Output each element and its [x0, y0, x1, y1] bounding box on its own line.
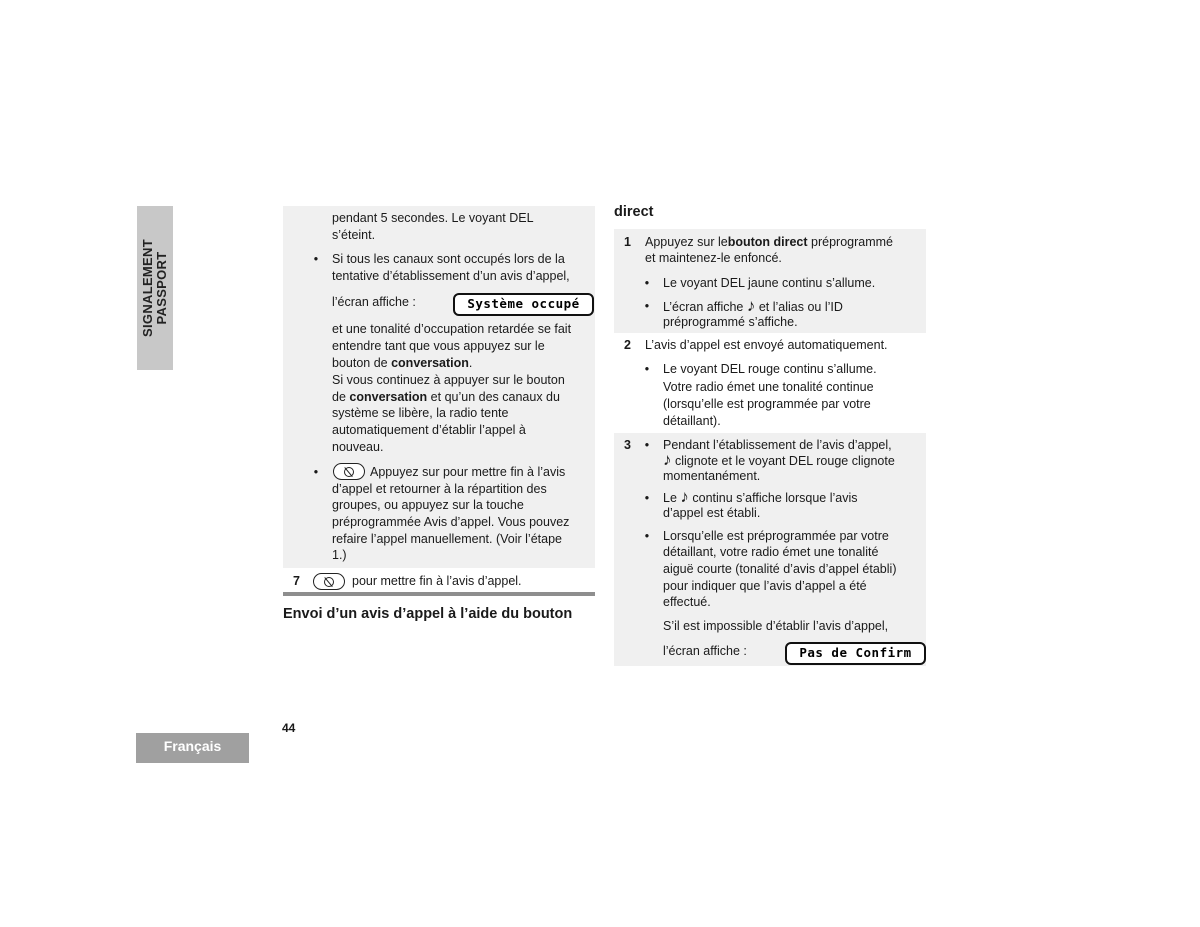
intro-line-2: s’éteint. [332, 228, 376, 242]
b1-after-tail: . [468, 356, 473, 370]
s3-b3-line-5: effectué. [663, 595, 711, 609]
b1-after-1: et une tonalité d’occupation retardée se fait [332, 322, 572, 336]
b2-line-2: d’appel et retourner à la répartition des [332, 482, 547, 496]
b1-p2-line-2 [332, 389, 560, 406]
bullet-dot: • [313, 465, 319, 479]
b1-p2-pre: de [332, 390, 350, 404]
b1-after-2: entendre tant que vous appuyez sur le [332, 339, 545, 353]
b2-line-6: 1.) [332, 548, 347, 562]
bullet-dot: • [644, 438, 650, 452]
b1-after-3-text: bouton de [332, 356, 392, 370]
s2-bullet-line-4: détaillant). [663, 414, 721, 428]
lcd-systeme-occupe: Système occupé [453, 293, 594, 316]
s3-b1-l2-text: clignote et le voyant DEL rouge clignote [671, 454, 895, 468]
b1-line-2: tentative d’établissement d’un avis d’appel, [332, 269, 570, 283]
s3-b3-line-3: aiguë courte (tonalité d’avis d’appel établi) [663, 562, 897, 576]
side-tab-text [141, 239, 169, 337]
s3-b3-line-1: Lorsqu’elle est préprogrammée par votre [663, 529, 889, 543]
b1-p2-line-3: système se libère, la radio tente [332, 406, 509, 420]
b2-line-1: Appuyez sur pour mettre fin à l’avis [370, 465, 566, 479]
s1-bullet-2-line-2: préprogrammé s’affiche. [663, 315, 798, 329]
s1-pre: Appuyez sur le [645, 235, 728, 249]
s3-b2-post: continu s’affiche lorsque l’avis [688, 491, 858, 505]
b1-line-1: Si tous les canaux sont occupés lors de la [332, 252, 565, 266]
b1-p2-line-1: Si vous continuez à appuyer sur le bouton [332, 373, 565, 387]
end-call-button-icon [333, 463, 365, 480]
s3-fail-line: S’il est impossible d’établir l’avis d’appel, [663, 619, 889, 633]
s1-bold: bouton direct [727, 235, 808, 249]
s2-bullet-line-3: (lorsqu’elle est programmée par votre [663, 397, 871, 411]
b1-p2-line-4: automatiquement d’établir l’appel à [332, 423, 526, 437]
bullet-dot: • [644, 362, 650, 376]
s3-b3-line-4: pour indiquer que l’avis d’appel a été [663, 579, 867, 593]
section-divider [283, 592, 595, 596]
s1-bullet-1: Le voyant DEL jaune continu s’allume. [663, 276, 876, 290]
s3-b1-line-2 [663, 452, 895, 470]
bullet-dot: • [644, 529, 650, 543]
end-call-button-icon [313, 573, 345, 590]
side-tab-line1: SIGNALEMENT [140, 239, 155, 337]
s3-b2-pre: Le [663, 491, 681, 505]
bullet-dot: • [644, 491, 650, 505]
music-note-icon: ♪ [663, 450, 672, 469]
b2-line-4: préprogrammée Avis d’appel. Vous pouvez [332, 515, 570, 529]
s3-b1-line-1: Pendant l’établissement de l’avis d’appel, [663, 438, 892, 452]
section-title-continued: direct [614, 204, 654, 220]
bullet-dot: • [644, 276, 650, 290]
b2-line-3: groupes, ou appuyez sur la touche [332, 498, 524, 512]
b2-line-5: refaire l’appel manuellement. (Voir l’étape [332, 532, 562, 546]
step-7-text: pour mettre fin à l’avis d’appel. [352, 574, 522, 588]
step-2-line-1: L’avis d’appel est envoyé automatiquement. [645, 338, 888, 352]
language-tab: Français [136, 733, 249, 763]
s2-bullet-line-1: Le voyant DEL rouge continu s’allume. [663, 362, 877, 376]
step-1-number: 1 [624, 235, 631, 249]
intro-line-1: pendant 5 secondes. Le voyant DEL [332, 211, 534, 225]
s2-bullet-line-2: Votre radio émet une tonalité continue [663, 380, 874, 394]
s3-screen-label: l’écran affiche : [663, 644, 747, 658]
b1-p2-line-5: nouveau. [332, 440, 384, 454]
s3-b1-line-3: momentanément. [663, 469, 761, 483]
b1-after-3 [332, 355, 472, 372]
bullet-dot: • [313, 252, 319, 266]
s3-b2-line-1 [663, 489, 858, 507]
b1-p2-post: et qu’un des canaux du [427, 390, 560, 404]
b1-after-bold: conversation [391, 356, 469, 370]
step-1-line-1 [645, 234, 893, 251]
step-7-number: 7 [293, 574, 300, 588]
s3-b2-line-2: d’appel est établi. [663, 506, 761, 520]
s1-b2-post: et l’alias ou l’ID [755, 300, 843, 314]
music-note-icon: ♪ [746, 296, 756, 315]
side-tab [137, 206, 173, 370]
s3-b3-line-2: détaillant, votre radio émet une tonalité [663, 545, 879, 559]
side-tab-line2: PASSPORT [154, 251, 169, 325]
step-2-number: 2 [624, 338, 631, 352]
music-note-icon: ♪ [680, 487, 689, 506]
s1-post: préprogrammé [807, 235, 893, 249]
section-title: Envoi d’un avis d’appel à l’aide du bouton [283, 606, 573, 622]
page-number: 44 [282, 721, 296, 735]
b1-p2-bold: conversation [349, 390, 428, 404]
step-3-number: 3 [624, 438, 631, 452]
step-1-line-2: et maintenez-le enfoncé. [645, 251, 782, 265]
s1-b2-pre: L’écran affiche [663, 300, 747, 314]
s1-bullet-2 [663, 298, 843, 316]
bullet-dot: • [644, 299, 650, 313]
lcd-pas-de-confirm: Pas de Confirm [785, 642, 926, 665]
b1-screen-label: l’écran affiche : [332, 295, 416, 309]
